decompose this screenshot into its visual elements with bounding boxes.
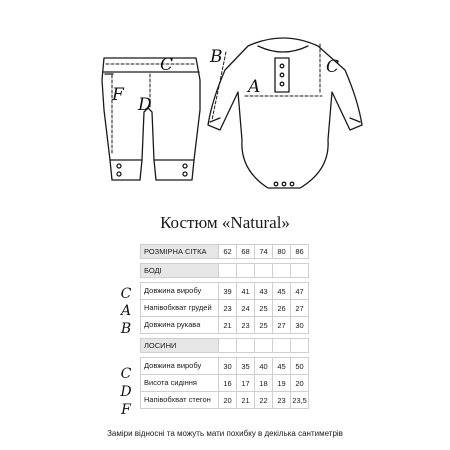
size-header: 62 (219, 245, 237, 259)
row-letter: C (120, 366, 132, 382)
cell: 40 (255, 358, 273, 375)
table-row (141, 300, 309, 317)
cell: 24 (237, 300, 255, 317)
pants-letter-f: F (112, 85, 124, 105)
cell: 23 (237, 317, 255, 334)
pants-letter-d: D (138, 95, 152, 115)
cell: 21 (219, 317, 237, 334)
cell: 17 (237, 375, 255, 392)
body-letter-c: C (326, 57, 340, 77)
section-title: БОДІ (141, 264, 219, 278)
cell: 47 (291, 283, 309, 300)
cell: 22 (255, 392, 273, 409)
cell: 18 (255, 375, 273, 392)
section-row-leggings (141, 339, 309, 353)
row-label: Довжина виробу (141, 358, 219, 375)
cell: 43 (255, 283, 273, 300)
body-letter-a: A (248, 77, 261, 97)
cell: 45 (273, 358, 291, 375)
row-label: Довжина виробу (141, 283, 219, 300)
table-row (141, 358, 309, 375)
body-letter-b: B (210, 47, 223, 67)
cell: 27 (291, 300, 309, 317)
cell: 21 (237, 392, 255, 409)
cell: 16 (219, 375, 237, 392)
cell: 27 (273, 317, 291, 334)
size-header: 74 (255, 245, 273, 259)
table-row (141, 317, 309, 334)
cell: 35 (237, 358, 255, 375)
size-table (140, 244, 309, 409)
cell: 25 (255, 317, 273, 334)
row-letters (116, 0, 136, 450)
garment-illustration (0, 0, 450, 205)
size-header: 68 (237, 245, 255, 259)
cell: 25 (255, 300, 273, 317)
cell: 50 (291, 358, 309, 375)
cell: 45 (273, 283, 291, 300)
cell: 39 (219, 283, 237, 300)
table-row (141, 375, 309, 392)
cell: 30 (219, 358, 237, 375)
section-row-body (141, 264, 309, 278)
table-row (141, 283, 309, 300)
cell: 19 (273, 375, 291, 392)
row-letter: C (120, 286, 132, 302)
table-header-row (141, 245, 309, 259)
footnote: Заміри відносні та можуть мати похибку в декілька сантиметрів (107, 429, 343, 438)
row-letter: A (120, 303, 132, 319)
row-label: Висота сидіння (141, 375, 219, 392)
cell: 23 (273, 392, 291, 409)
row-letter: B (120, 321, 132, 337)
cell: 23,5 (291, 392, 309, 409)
table-row (141, 392, 309, 409)
cell: 41 (237, 283, 255, 300)
cell: 20 (291, 375, 309, 392)
page-title: Костюм «Natural» (160, 213, 290, 232)
row-label: Напівобхват грудей (141, 300, 219, 317)
cell: 23 (219, 300, 237, 317)
cell: 26 (273, 300, 291, 317)
size-header: 80 (273, 245, 291, 259)
row-letter: F (121, 402, 131, 418)
row-label: Довжина рукава (141, 317, 219, 334)
row-label: Напівобхват стегон (141, 392, 219, 409)
size-header: 86 (291, 245, 309, 259)
header-label: РОЗМІРНА СІТКА (141, 245, 219, 259)
pants-letter-c: C (160, 55, 174, 75)
row-letter: D (120, 384, 132, 400)
section-title: ЛОСИНИ (141, 339, 219, 353)
cell: 30 (291, 317, 309, 334)
cell: 20 (219, 392, 237, 409)
